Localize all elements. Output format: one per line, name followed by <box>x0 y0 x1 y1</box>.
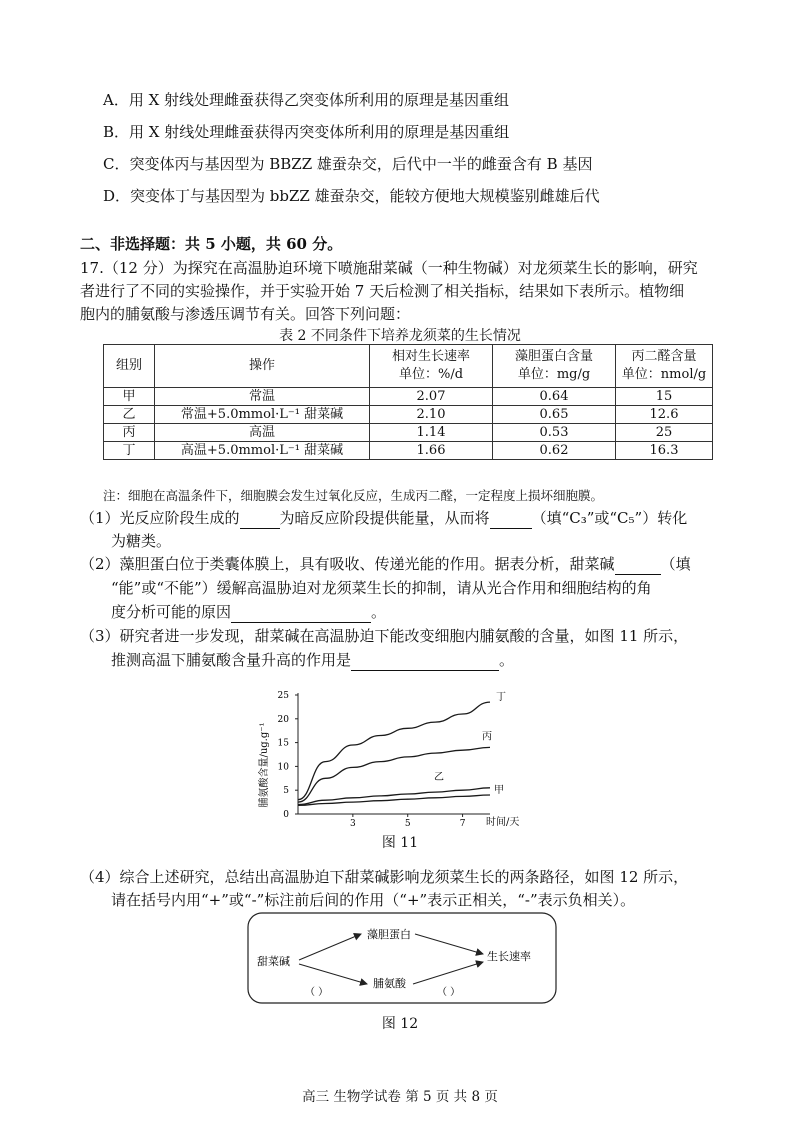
x-axis-label: 时间/天 <box>486 817 520 828</box>
y-tick-label: 20 <box>277 714 289 725</box>
cell: 0.64 <box>493 388 616 406</box>
y-tick-label: 25 <box>277 691 289 701</box>
answer-blank[interactable] <box>351 654 499 671</box>
y-tick-label: 10 <box>277 762 289 773</box>
node-phycobiliprotein: 藻胆蛋白 <box>367 928 411 941</box>
node-betaine: 甜菜碱 <box>257 955 290 968</box>
paren-blank-left[interactable]: （ ） <box>305 987 329 998</box>
arrow <box>415 934 483 954</box>
cell: 15 <box>616 388 713 406</box>
proline-chart <box>250 683 530 843</box>
answer-blank[interactable] <box>240 512 280 529</box>
y-tick-label: 15 <box>277 738 289 749</box>
paren-blank-right[interactable]: （ ） <box>437 987 461 998</box>
node-proline: 脯氨酸 <box>373 977 406 990</box>
cell: 丙 <box>104 424 155 442</box>
answer-blank[interactable] <box>490 512 532 529</box>
cell: 高温 <box>155 424 370 442</box>
y-axis-label: 脯氨酸含量/ug.g⁻¹ <box>259 722 270 808</box>
growth-table <box>103 344 713 460</box>
series-label: 甲 <box>494 784 504 796</box>
option-b: B．用 X 射线处理雌蚕获得丙突变体所利用的原理是基因重组 <box>103 123 510 141</box>
page-footer: 高三 生物学试卷 第 5 页 共 8 页 <box>302 1089 498 1105</box>
table-row <box>104 424 713 442</box>
th-group: 组别 <box>104 345 155 388</box>
figure-12 <box>247 912 557 1004</box>
x-tick-label: 5 <box>404 819 411 829</box>
cell: 甲 <box>104 388 155 406</box>
figure-11 <box>250 683 530 843</box>
sub-question-2-cont2: 度分析可能的原因 。 <box>111 603 387 621</box>
figure-12-caption: 图 12 <box>381 1016 419 1032</box>
table-row <box>104 442 713 460</box>
th-phycobiliprotein: 藻胆蛋白含量 单位：mg/g <box>493 345 616 388</box>
arrow <box>413 962 483 984</box>
x-tick-label: 3 <box>349 819 356 829</box>
cell: 0.65 <box>493 406 616 424</box>
table-note: 注：细胞在高温条件下，细胞膜会发生过氧化反应，生成丙二醛，一定程度上损坏细胞膜。 <box>103 488 604 503</box>
series-label: 丙 <box>482 731 492 743</box>
sub-question-2-cont: “能”或“不能”）缓解高温胁迫对龙须菜生长的抑制，请从光合作用和细胞结构的角 <box>111 579 652 597</box>
x-tick-label: 7 <box>459 819 466 829</box>
cell: 2.10 <box>370 406 493 424</box>
cell: 常温+5.0mmol·L⁻¹ 甜菜碱 <box>155 406 370 424</box>
q17-line-3: 胞内的脯氨酸与渗透压调节有关。回答下列问题： <box>80 305 411 323</box>
q17-line-2: 者进行了不同的实验操作，并于实验开始 7 天后检测了相关指标，结果如下表所示。植物细 <box>80 282 685 300</box>
table-row <box>104 406 713 424</box>
q17-line-1: 17.（12 分）为探究在高温胁迫环境下喷施甜菜碱（一种生物碱）对龙须菜生长的影响，研究 <box>80 259 698 277</box>
th-operation: 操作 <box>155 345 370 388</box>
series-line-1 <box>298 702 490 800</box>
cell: 丁 <box>104 442 155 460</box>
option-a: A．用 X 射线处理雌蚕获得乙突变体所利用的原理是基因重组 <box>103 91 510 109</box>
cell: 乙 <box>104 406 155 424</box>
sub-question-3-cont: 推测高温下脯氨酸含量升高的作用是 。 <box>111 651 515 669</box>
cell: 12.6 <box>616 406 713 424</box>
cell: 0.62 <box>493 442 616 460</box>
node-growth-rate: 生长速率 <box>487 950 531 963</box>
y-tick-label: 5 <box>283 786 289 797</box>
option-d: D．突变体丁与基因型为 bbZZ 雄蚕杂交，能较方便地大规模鉴别雌雄后代 <box>103 187 600 205</box>
series-label: 乙 <box>434 771 444 783</box>
arrow <box>299 934 361 960</box>
series-line-2 <box>298 747 490 802</box>
series-label: 丁 <box>496 692 506 704</box>
cell: 25 <box>616 424 713 442</box>
arrow <box>299 964 367 984</box>
cell: 常温 <box>155 388 370 406</box>
sub-question-3: （3）研究者进一步发现，甜菜碱在高温胁迫下能改变细胞内脯氨酸的含量，如图 11 所示， <box>80 627 689 645</box>
th-mda: 丙二醛含量 单位：nmol/g <box>616 345 713 388</box>
cell: 2.07 <box>370 388 493 406</box>
sub-question-1-cont: 为糖类。 <box>111 532 172 550</box>
table-header-row <box>104 345 713 388</box>
sub-question-4-cont: 请在括号内用“+”或“-”标注前后间的作用（“+”表示正相关，“-”表示负相关）。 <box>111 891 636 909</box>
sub-question-1: （1）光反应阶段生成的 为暗反应阶段提供能量，从而将 （填“C₃”或“C₅”）转化 <box>80 509 688 527</box>
cell: 16.3 <box>616 442 713 460</box>
cell: 1.66 <box>370 442 493 460</box>
pathway-diagram <box>247 912 557 1004</box>
cell: 0.53 <box>493 424 616 442</box>
sub-question-2: （2）藻胆蛋白位于类囊体膜上，具有吸收、传递光能的作用。据表分析，甜菜碱 （填 <box>80 555 691 573</box>
th-growth-rate: 相对生长速率 单位：%/d <box>370 345 493 388</box>
cell: 高温+5.0mmol·L⁻¹ 甜菜碱 <box>155 442 370 460</box>
y-tick-label: 0 <box>283 810 289 820</box>
figure-11-caption: 图 11 <box>381 835 419 851</box>
answer-blank[interactable] <box>231 606 371 623</box>
answer-blank[interactable] <box>615 558 661 575</box>
table-caption: 表 2 不同条件下培养龙须菜的生长情况 <box>279 328 521 344</box>
table-row <box>104 388 713 406</box>
cell: 1.14 <box>370 424 493 442</box>
section-title: 二、非选择题：共 5 小题，共 60 分。 <box>80 235 343 253</box>
sub-question-4: （4）综合上述研究，总结出高温胁迫下甜菜碱影响龙须菜生长的两条路径，如图 12 所示， <box>80 868 689 886</box>
option-c: C．突变体丙与基因型为 BBZZ 雄蚕杂交，后代中一半的雌蚕含有 B 基因 <box>103 155 593 173</box>
